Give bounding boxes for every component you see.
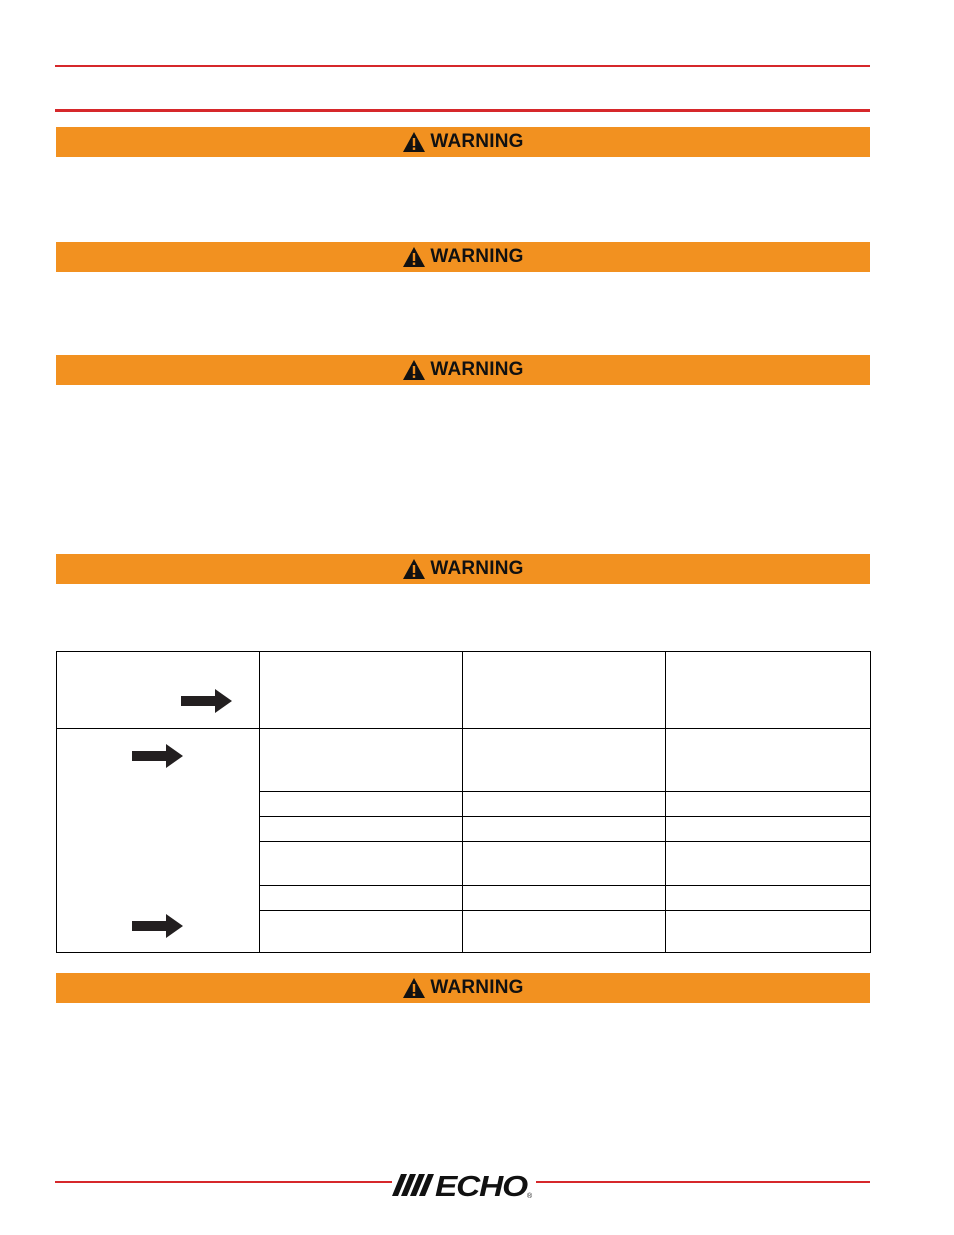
warning-banner: [56, 127, 870, 157]
data-table: [56, 651, 871, 953]
warning-banner: [56, 973, 870, 1003]
warning-label: WARNING: [430, 359, 524, 380]
table-row: [57, 729, 871, 792]
header-rule-bottom: [55, 109, 870, 112]
warning-label: WARNING: [430, 558, 524, 579]
warning-banner: [56, 355, 870, 385]
table-cell: [260, 652, 463, 729]
table-cell: [666, 841, 871, 885]
table-cell: [666, 885, 871, 910]
footer-rule-right: [536, 1181, 870, 1183]
table-cell: [260, 841, 463, 885]
table-cell: [463, 910, 666, 952]
warning-label: WARNING: [430, 977, 524, 998]
footer-rule-left: [55, 1181, 392, 1183]
table-cell: [666, 816, 871, 841]
table-cell: [666, 910, 871, 952]
warning-label: WARNING: [430, 131, 524, 152]
table-cell: [57, 652, 260, 729]
table-cell: [260, 910, 463, 952]
table-cell: [260, 792, 463, 816]
table-cell: [260, 885, 463, 910]
table-cell: [260, 729, 463, 792]
table-cell: [260, 816, 463, 841]
table-cell: [666, 729, 871, 792]
warning-triangle-icon: [402, 977, 426, 999]
warning-banner: [56, 242, 870, 272]
svg-text:®: ®: [527, 1193, 533, 1200]
warning-banner: [56, 554, 870, 584]
echo-logo: [391, 1166, 536, 1202]
svg-text:ECHO: ECHO: [435, 1171, 529, 1202]
table-cell: [463, 792, 666, 816]
header-rule-top: [55, 65, 870, 67]
warning-triangle-icon: [402, 359, 426, 381]
warning-label: WARNING: [430, 246, 524, 267]
table-row: [57, 652, 871, 729]
table-cell: [463, 729, 666, 792]
warning-triangle-icon: [402, 246, 426, 268]
warning-triangle-icon: [402, 558, 426, 580]
table-cell: [463, 816, 666, 841]
arrow-right-icon: [181, 688, 233, 714]
warning-triangle-icon: [402, 131, 426, 153]
arrow-right-icon: [132, 743, 184, 769]
table-cell: [463, 885, 666, 910]
table-cell: [666, 792, 871, 816]
table-cell: [463, 652, 666, 729]
table-cell: [57, 729, 260, 953]
table-cell: [666, 652, 871, 729]
arrow-right-icon: [132, 913, 184, 939]
table-cell: [463, 841, 666, 885]
